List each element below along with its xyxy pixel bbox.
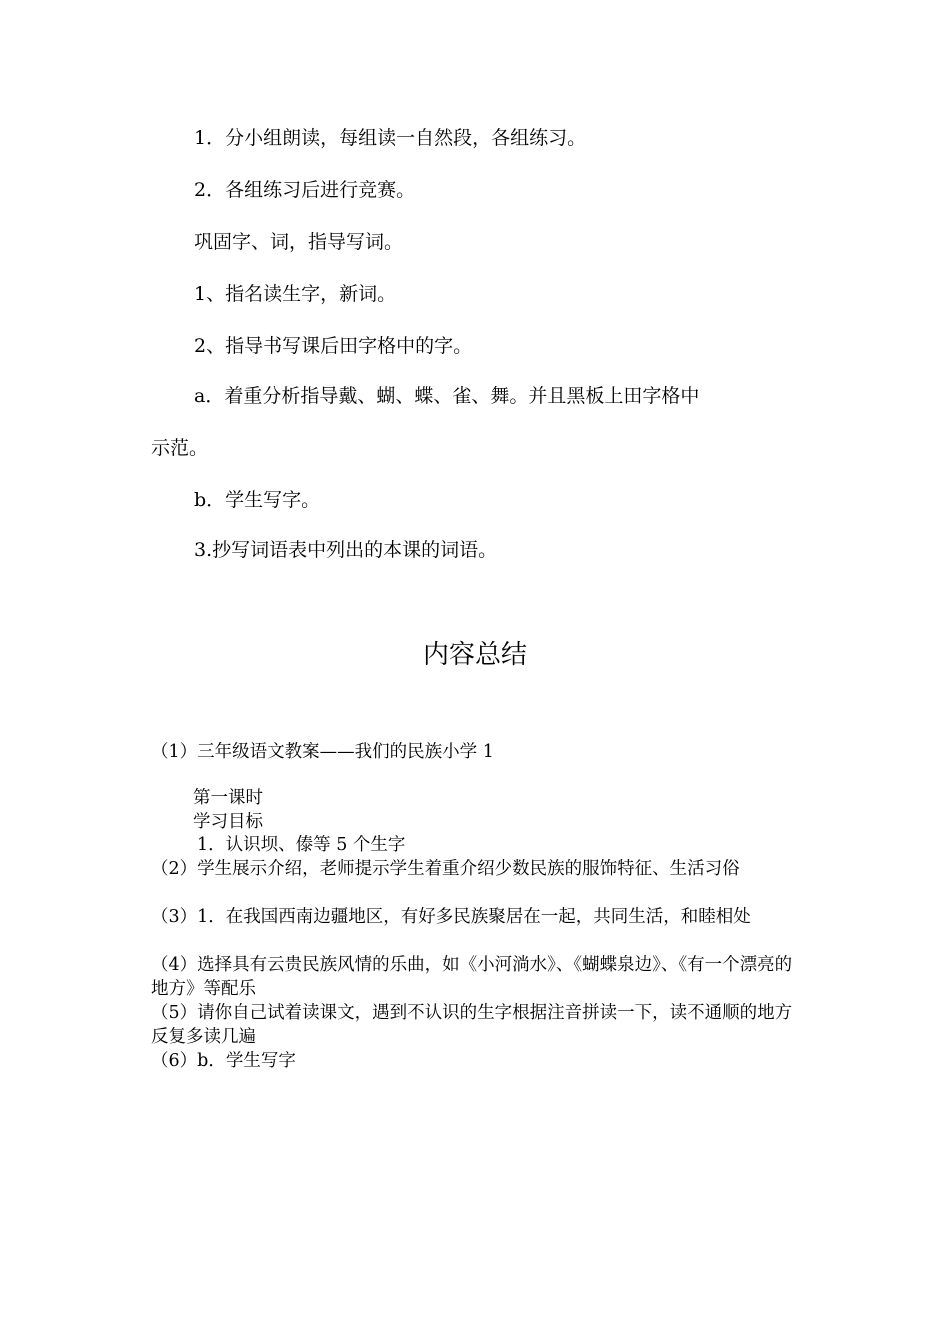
paragraph-analysis-line2: 示范。 (151, 437, 209, 459)
paragraph-writing-guide: 2、指导书写课后田字格中的字。 (194, 335, 473, 357)
paragraph-analysis-line1: a．着重分析指导戴、蝴、蝶、雀、舞。并且黑板上田字格中 (194, 385, 700, 407)
summary-item-5: （5）请你自己试着读课文，遇到不认识的生字根据注音拼读一下，读不通顺的地方反复多读几遍 (151, 1003, 793, 1047)
summary-item-6: （6）b．学生写字 (151, 1051, 296, 1071)
summary-item-2: （2）学生展示介绍，老师提示学生着重介绍少数民族的服饰特征、生活习俗 (151, 859, 740, 879)
paragraph-group-reading: 1．分小组朗读，每组读一自然段，各组练习。 (194, 127, 587, 149)
summary-item-1: （1）三年级语文教案——我们的民族小学 1 (151, 742, 494, 762)
paragraph-read-new-words: 1、指名读生字，新词。 (194, 283, 397, 305)
paragraph-copy-words: 3.抄写词语表中列出的本课的词语。 (194, 539, 498, 561)
paragraph-students-write: b．学生写字。 (194, 489, 321, 511)
summary-item-1-goal: 学习目标 (193, 812, 263, 832)
summary-item-4: （4）选择具有云贵民族风情的乐曲，如《小河淌水》、《蝴蝶泉边》、《有一个漂亮的地方》等配乐 (151, 955, 793, 999)
summary-item-1-objective: 1．认识坝、傣等 5 个生字 (197, 835, 406, 855)
summary-item-1-lesson: 第一课时 (193, 788, 263, 808)
summary-item-3: （3）1．在我国西南边疆地区，有好多民族聚居在一起，共同生活，和睦相处 (151, 907, 751, 927)
paragraph-competition: 2．各组练习后进行竞赛。 (194, 179, 416, 201)
paragraph-consolidate: 巩固字、词，指导写词。 (194, 231, 404, 253)
summary-title: 内容总结 (422, 640, 527, 670)
